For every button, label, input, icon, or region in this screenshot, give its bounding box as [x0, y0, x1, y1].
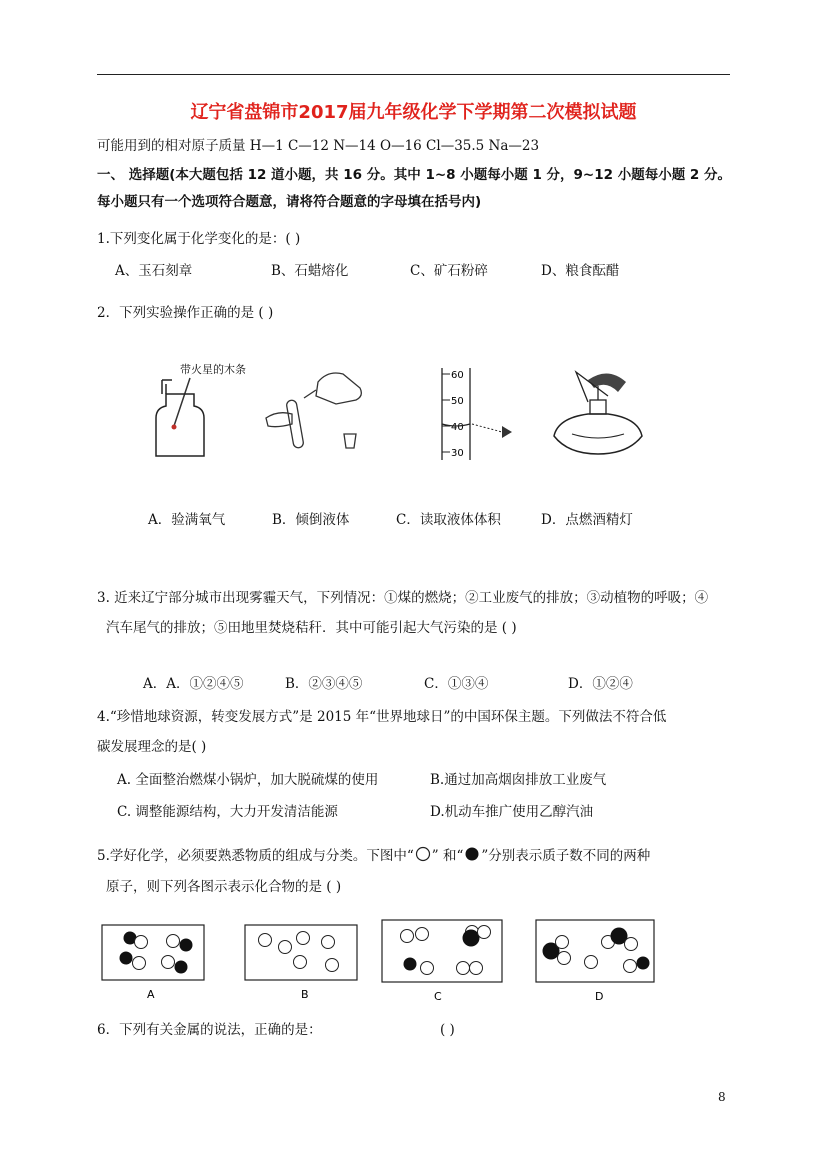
q3-option-d: D．①②④	[568, 676, 633, 692]
q2-scale-tick: 60	[451, 370, 464, 381]
black-atom-icon	[463, 846, 481, 862]
q2-figure-oxygen-test	[150, 360, 246, 466]
q2-option-b: B．倾倒液体	[272, 512, 350, 528]
q4-line1: 4.“珍惜地球资源，转变发展方式”是 2015 年“世界地球日”的中国环保主题。下列做法不符合低	[97, 709, 667, 725]
q3-option-b: B．②③④⑤	[285, 676, 363, 692]
q5-box-d	[536, 920, 654, 982]
q3-option-c: C．①③④	[424, 676, 489, 692]
q4-option-d: D.机动车推广使用乙醇汽油	[430, 804, 594, 820]
section-instructions-line1: 一、 选择题(本大题包括 12 道小题，共 16 分。其中 1~8 小题每小题 1 分，9~12 小题每小题 2 分。	[97, 167, 732, 183]
q5-box-c	[382, 920, 502, 982]
q1-stem: 1.下列变化属于化学变化的是：( )	[97, 231, 301, 247]
q5-line1	[97, 846, 650, 865]
q2-option-d: D．点燃酒精灯	[541, 512, 633, 528]
q2-scale-tick: 50	[451, 396, 464, 407]
atomic-masses: 可能用到的相对原子质量 H—1 C—12 N—14 O—16 Cl—35.5 Na—23	[97, 138, 540, 154]
q4-option-c: C. 调整能源结构，大力开发清洁能源	[117, 804, 338, 820]
q5-box-label-a: A	[147, 988, 155, 1001]
white-atom-icon	[414, 846, 432, 862]
section-instructions-line2: 每小题只有一个选项符合题意，请将符合题意的字母填在括号内)	[97, 194, 482, 210]
q3-line2: 汽车尾气的排放；⑤田地里焚烧秸秆．其中可能引起大气污染的是 ( )	[106, 620, 517, 636]
q2-figure-graduated-cylinder	[420, 364, 530, 464]
q6-stem: 6．下列有关金属的说法，正确的是：	[97, 1022, 322, 1038]
q1-option-a: A、玉石刻章	[115, 263, 193, 279]
q6-answer-paren: ( )	[440, 1022, 455, 1038]
q5-line1-end: ”分别表示质子数不同的两种	[481, 848, 651, 864]
q2-scale-tick: 40	[451, 422, 464, 433]
q5-molecule-diagrams	[100, 920, 660, 1010]
q5-box-b	[245, 925, 357, 980]
q5-line1-middle: ” 和“	[431, 848, 464, 864]
q2-stem: 2．下列实验操作正确的是 ( )	[97, 305, 274, 321]
q2-figure-pouring-liquid	[258, 362, 368, 462]
q5-box-a	[102, 925, 204, 980]
q2-figure-alcohol-lamp	[548, 362, 648, 462]
q4-option-b: B.通过加高烟囱排放工业废气	[430, 772, 607, 788]
q5-line1-start: 5.学好化学，必须要熟悉物质的组成与分类。下图中“	[97, 848, 414, 864]
q5-box-label-d: D	[595, 990, 604, 1003]
q2-option-c: C．读取液体体积	[396, 512, 501, 528]
page-number: 8	[718, 1090, 726, 1104]
q1-option-b: B、石蜡熔化	[271, 263, 349, 279]
q1-option-d: D、粮食酝醋	[541, 263, 620, 279]
q5-box-label-b: B	[301, 988, 309, 1001]
q3-option-a: A．A．①②④⑤	[143, 676, 244, 692]
page-title: 辽宁省盘锦市2017届九年级化学下学期第二次模拟试题	[190, 102, 637, 123]
q5-line2: 原子，则下列各图示表示化合物的是 ( )	[106, 879, 342, 895]
q5-box-label-c: C	[434, 990, 442, 1003]
q4-option-a: A. 全面整治燃煤小锅炉，加大脱硫煤的使用	[117, 772, 379, 788]
q4-line2: 碳发展理念的是( )	[97, 739, 207, 755]
q1-option-c: C、矿石粉碎	[410, 263, 488, 279]
header-rule	[97, 74, 730, 75]
q2-scale-tick: 30	[451, 448, 464, 459]
q2-option-a: A．验满氧气	[148, 512, 226, 528]
q2-figure-label: 带火星的木条	[180, 363, 246, 376]
q3-line1: 3. 近来辽宁部分城市出现雾霾天气，下列情况：①煤的燃烧；②工业废气的排放；③动植物的呼吸；④	[97, 590, 709, 606]
